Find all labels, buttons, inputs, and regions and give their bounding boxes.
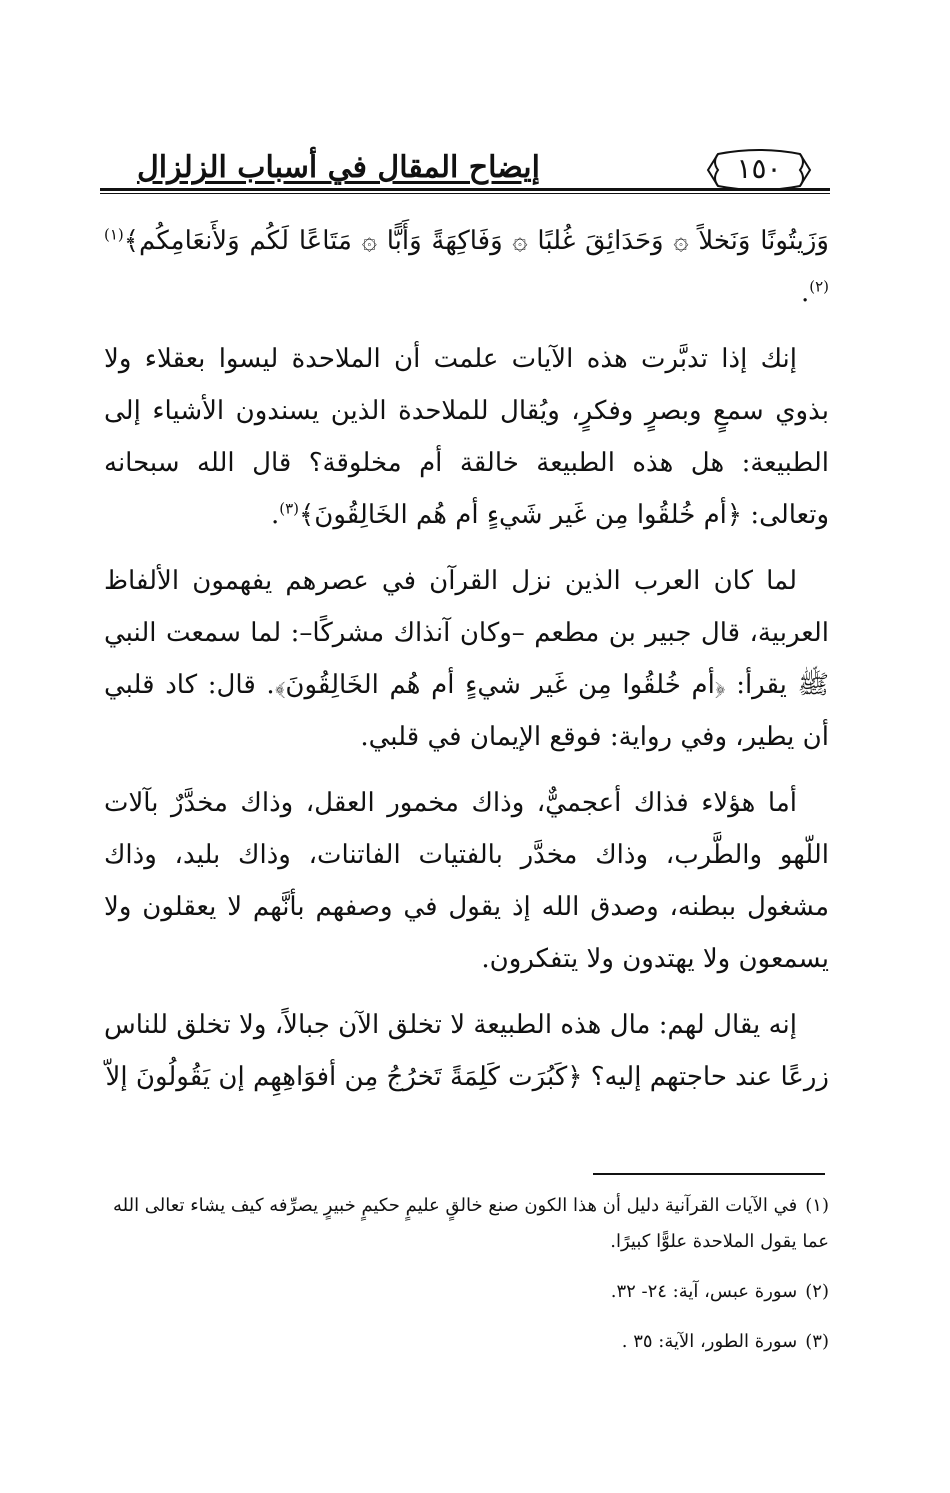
- footnote-number: (٢): [805, 1281, 829, 1302]
- running-header: [100, 148, 830, 194]
- footnote-1: [104, 1188, 829, 1260]
- paragraph-3: أما هؤلاء فذاك أعجميٌّ، وذاك مخمور العقل، وذاك مخدَّرٌ بآلات اللّهو والطَّرب، وذاك مخدَّر بالفتيات الفاتنات، وذاك بليد، وذاك مشغول ببطنه، وصدق الله إذ يقول في وصفهم بأنَّهم لا يعقلون ولا يسمعون ولا يهتدون ولا يتفكرون.: [104, 788, 829, 974]
- footnote-text: في الآيات القرآنية دليل أن هذا الكون صنع خالقٍ عليمٍ حكيمٍ خبيرٍ يصرِّفه كيف يشاء تعالى الله عما يقول الملاحدة علوًّا كبيرًا.: [112, 1195, 829, 1252]
- footnote-number: (١): [805, 1195, 829, 1216]
- paragraph-4: إنه يقال لهم: مال هذه الطبيعة لا تخلق الآن جبالاً، ولا تخلق للناس زرعًا عند حاجتهم إليه؟ ﴿كَبُرَت كَلِمَةً تَخرُجُ مِن أفوَاهِهِم إن يَقُولُونَ إلاّ: [104, 1010, 829, 1092]
- footnote-text: سورة عبس، آية: ٢٤- ٣٢.: [610, 1281, 798, 1302]
- period: .: [800, 278, 810, 308]
- running-title: إيضاح المقال في أسباب الزلزال: [136, 150, 540, 185]
- paragraph-text: إنك إذا تدبَّرت هذه الآيات علمت أن الملاحدة ليسوا بعقلاء ولا بذوي سمعٍ وبصرٍ وفكرٍ، ويُقال للملاحدة الذين يسندون الأشياء إلى الطبيعة: هل هذه الطبيعة خالقة أم مخلوقة؟ قال الله سبحانه وتعالى: ﴿أم خُلقُوا مِن غَير شَيءٍ أم هُم الخَالِقُونَ﴾: [104, 344, 829, 530]
- paragraph-1: [104, 333, 829, 541]
- verse-text: وَزَيتُونًا وَنَخلاً ۞ وَحَدَائِقَ غُلبًا ۞ وَفَاكِهَةً وَأَبًّا ۞ مَتَاعًا لَكُم وَلأَنعَامِكُم﴾: [123, 226, 829, 256]
- footnotes: [104, 1188, 829, 1374]
- header-rule: [100, 188, 830, 191]
- footnote-text: سورة الطور، الآية: ٣٥ .: [621, 1331, 798, 1352]
- page-number-ornament: [704, 148, 814, 192]
- verse-continuation: [104, 215, 829, 319]
- header-rule-thin: [100, 193, 830, 194]
- footnote-marker: (١) (٢): [104, 225, 829, 296]
- period: .: [270, 500, 280, 530]
- footnote-separator: [593, 1173, 825, 1175]
- footnote-3: [104, 1324, 829, 1360]
- footnote-2: [104, 1274, 829, 1310]
- page-number: ١٥٠: [736, 152, 782, 185]
- main-text: [104, 215, 829, 1103]
- footnote-number: (٣): [805, 1331, 829, 1352]
- footnote-marker: (٣): [279, 499, 300, 518]
- paragraph-2: لما كان العرب الذين نزل القرآن في عصرهم يفهمون الألفاظ العربية، قال جبير بن مطعم –وكان آنذاك مشركًا–: لما سمعت النبي ﷺ يقرأ: ﴿أم خُلقُوا مِن غَير شيءٍ أم هُم الخَالِقُونَ﴾. قال: كاد قلبي أن يطير، وفي رواية: فوقع الإيمان في قلبي.: [104, 566, 829, 752]
